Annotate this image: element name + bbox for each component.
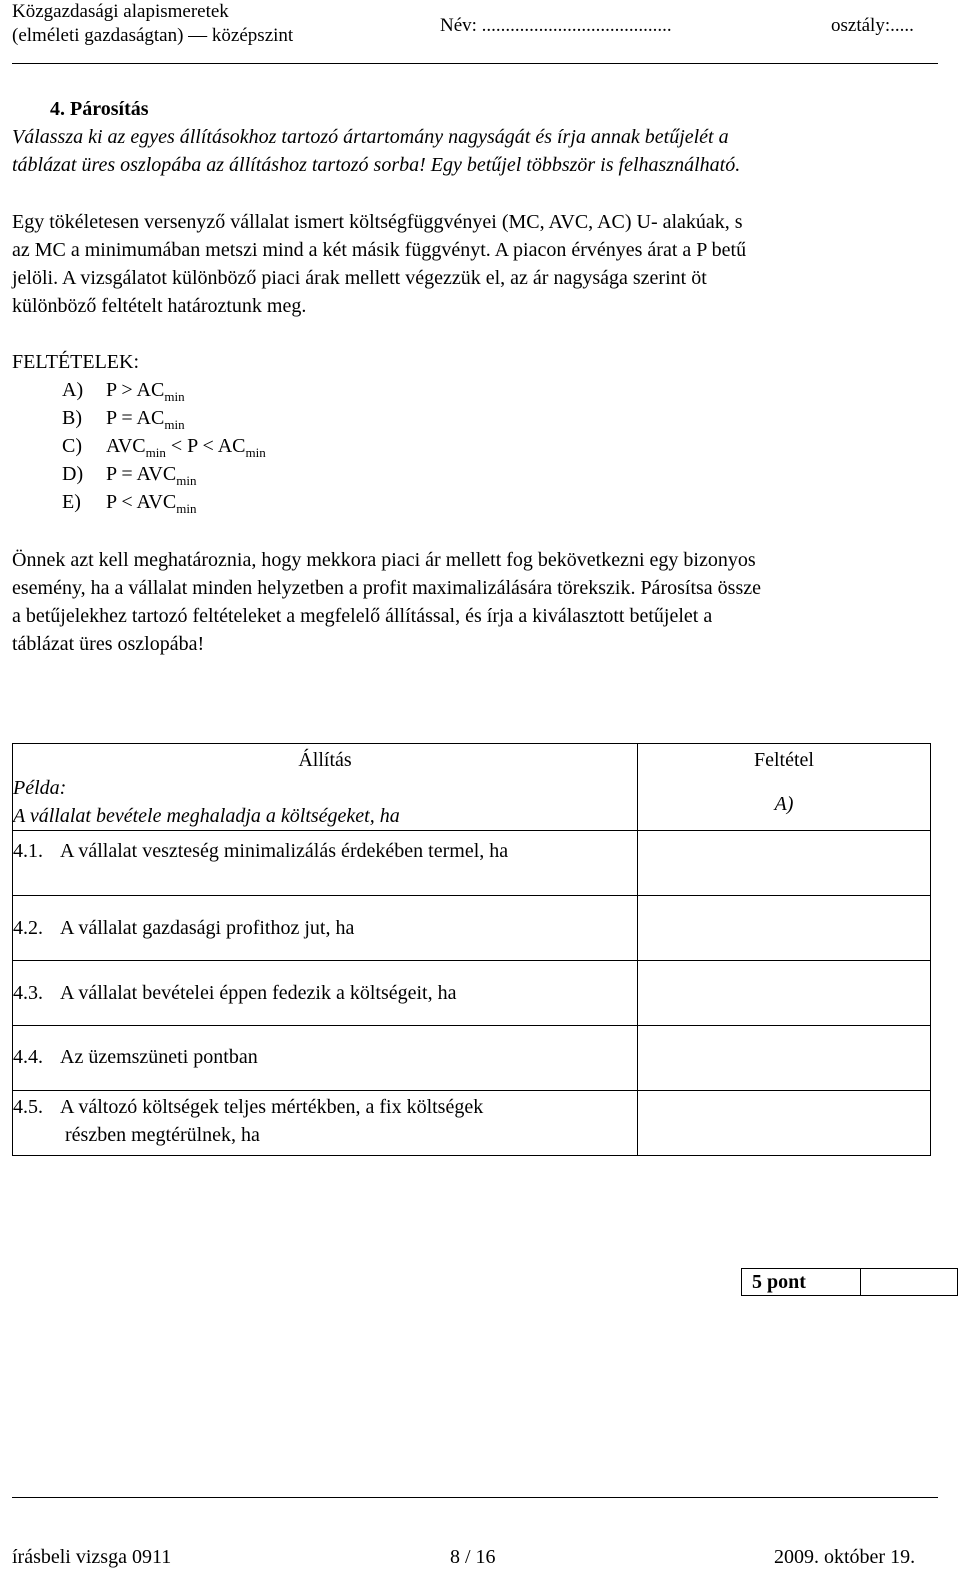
statement-header-cell	[13, 744, 638, 831]
footer-exam-code: írásbeli vizsga 0911	[12, 1546, 172, 1568]
row-number: 4.2.	[13, 917, 43, 939]
answer-cell[interactable]	[638, 831, 931, 896]
condition-header-cell	[638, 744, 931, 831]
table-row	[13, 961, 931, 1026]
condition-d: D) $P = AVC_{min}$	[62, 460, 196, 490]
header-name-field: Név: ........................................	[440, 15, 672, 36]
answer-cell[interactable]	[638, 1091, 931, 1156]
footer-page-number: 8 / 16	[450, 1546, 496, 1568]
condition-letter: D)	[62, 463, 84, 485]
table-row	[13, 831, 931, 896]
condition-letter: B)	[62, 407, 82, 429]
table-row	[13, 1026, 931, 1091]
condition-letter: C)	[62, 435, 82, 457]
score-label: 5 pont	[742, 1269, 861, 1296]
row-number: 4.1.	[13, 840, 43, 862]
task-line-1: Önnek azt kell meghatároznia, hogy mekkora piaci ár mellett fog bekövetkezni egy bizonyos	[12, 549, 756, 571]
task-line-4: táblázat üres oszlopába!	[12, 633, 205, 655]
table-row	[13, 896, 931, 961]
example-text: A vállalat bevétele meghaladja a költségeket, ha	[13, 805, 400, 827]
instruction-line-2: táblázat üres oszlopába az állításhoz tartozó sorba! Egy betűjel többször is felhasználható.	[12, 154, 741, 176]
task-title: 4. Párosítás	[50, 98, 149, 120]
row-statement: A vállalat bevételei éppen fedezik a költségeit, ha	[60, 982, 457, 1004]
row-number: 4.5.	[13, 1096, 43, 1118]
task-line-3: a betűjelekhez tartozó feltételeket a megfelelő állítással, és írja a kiválasztott betűjelet a	[12, 605, 713, 627]
header-class-field: osztály:.....	[831, 15, 914, 36]
task-line-2: esemény, ha a vállalat minden helyzetben a profit maximalizálására törekszik. Párosítsa össze	[12, 577, 761, 599]
instruction-line-1: Válassza ki az egyes állításokhoz tartozó ártartomány nagyságát és írja annak betűjelét a	[12, 126, 729, 148]
row-statement-continued: részben megtérülnek, ha	[65, 1124, 260, 1146]
condition-column-header: Feltétel	[754, 749, 814, 771]
condition-letter: A)	[62, 379, 84, 401]
score-box	[741, 1268, 958, 1296]
row-statement: A vállalat veszteség minimalizálás érdekében termel, ha	[60, 840, 509, 862]
header-subject	[12, 0, 293, 48]
row-statement: Az üzemszüneti pontban	[60, 1046, 258, 1068]
score-value-cell[interactable]	[861, 1269, 958, 1296]
condition-letter: E)	[62, 491, 81, 513]
example-label: Példa:	[13, 777, 67, 799]
row-statement: A változó költségek teljes mértékben, a fix költségek	[60, 1096, 484, 1118]
intro-line-1: Egy tökéletesen versenyző vállalat ismert költségfüggvényei (MC, AVC, AC) U- alakúak, s	[12, 211, 743, 233]
condition-e: E) $P < AVC_{min}$	[62, 488, 196, 518]
table-row	[13, 1091, 931, 1156]
statement-column-header: Állítás	[298, 749, 352, 771]
answer-cell[interactable]	[638, 896, 931, 961]
row-statement: A vállalat gazdasági profithoz jut, ha	[60, 917, 355, 939]
header-subject-line1: Közgazdasági alapismeretek	[12, 1, 229, 22]
matching-table	[12, 743, 931, 1156]
header-subject-line2: (elméleti gazdaságtan) — középszint	[12, 25, 294, 46]
condition-a: A) $P > AC_{min}$	[62, 376, 185, 406]
table-header-row	[13, 744, 931, 831]
intro-line-2: az MC a minimumában metszi mind a két másik függvényt. A piacon érvényes árat a P betű	[12, 239, 747, 261]
condition-b: B) $P = AC_{min}$	[62, 404, 185, 434]
answer-cell[interactable]	[638, 1026, 931, 1091]
row-number: 4.4.	[13, 1046, 43, 1068]
answer-cell[interactable]	[638, 961, 931, 1026]
condition-c: C) $AVC_{min} < P < AC_{min}$	[62, 432, 266, 462]
conditions-title: FELTÉTELEK:	[12, 351, 140, 373]
header-rule	[12, 63, 938, 64]
footer-rule	[12, 1497, 938, 1498]
intro-line-4: különböző feltételt határoztunk meg.	[12, 295, 307, 317]
example-answer: A)	[774, 793, 794, 815]
row-number: 4.3.	[13, 982, 43, 1004]
intro-line-3: jelöli. A vizsgálatot különböző piaci árak mellett végezzük el, az ár nagysága szerint öt	[12, 267, 707, 289]
footer-date: 2009. október 19.	[774, 1546, 916, 1568]
